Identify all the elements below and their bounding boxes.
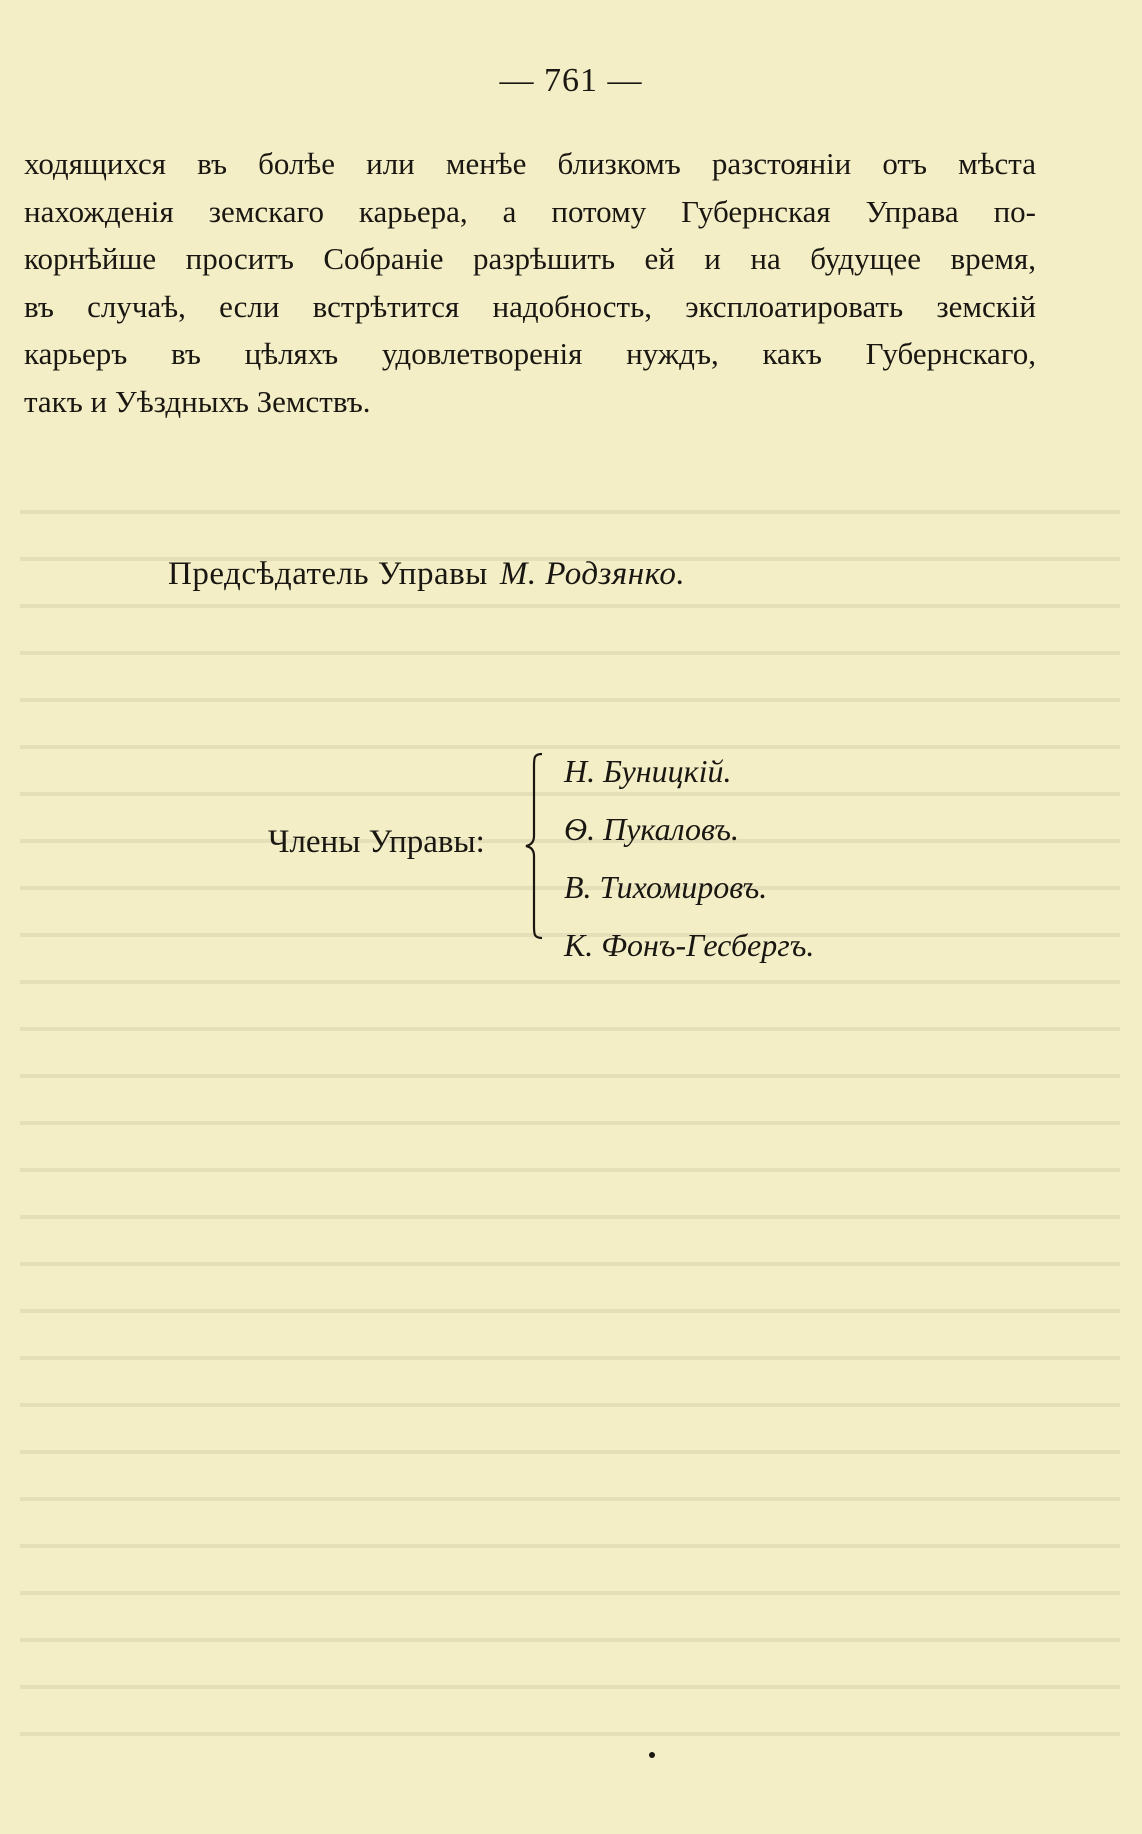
member-name: К. Фонъ-Гесбергъ.	[564, 927, 815, 963]
body-line: карьеръ въ цѣляхъ удовлетворенія нуждъ, какъ Губернскаго,	[24, 336, 1036, 371]
curly-brace-icon	[524, 752, 544, 940]
body-line: въ случаѣ, если встрѣтится надобность, эксплоатировать земскій	[24, 288, 1036, 324]
body-line: корнѣйше проситъ Собраніе разрѣшить ей и на будущее время,	[24, 241, 1036, 276]
body-line: ходящихся въ болѣе или менѣе близкомъ разстояніи отъ мѣста	[24, 146, 1036, 181]
show-through-texture	[20, 480, 1120, 1740]
members-label: Члены Управы:	[268, 824, 485, 860]
member-name: Ѳ. Пукаловъ.	[564, 811, 740, 847]
members-list	[564, 742, 814, 974]
ink-dot	[649, 1752, 655, 1758]
body-line: нахожденія земскаго карьера, а потому Губернская Управа по-	[24, 193, 1036, 229]
body-line: такъ и Уѣздныхъ Земствъ.	[24, 383, 371, 419]
chairman-name: М. Родзянко.	[499, 556, 686, 592]
member-name: Н. Буницкій.	[564, 753, 732, 789]
page-number: — 761 —	[499, 62, 643, 99]
member-name: В. Тихомировъ.	[564, 869, 768, 905]
body-paragraph	[24, 140, 1036, 425]
chairman-title: Предсѣдатель Управы	[168, 556, 488, 592]
chairman-signature	[168, 556, 685, 593]
